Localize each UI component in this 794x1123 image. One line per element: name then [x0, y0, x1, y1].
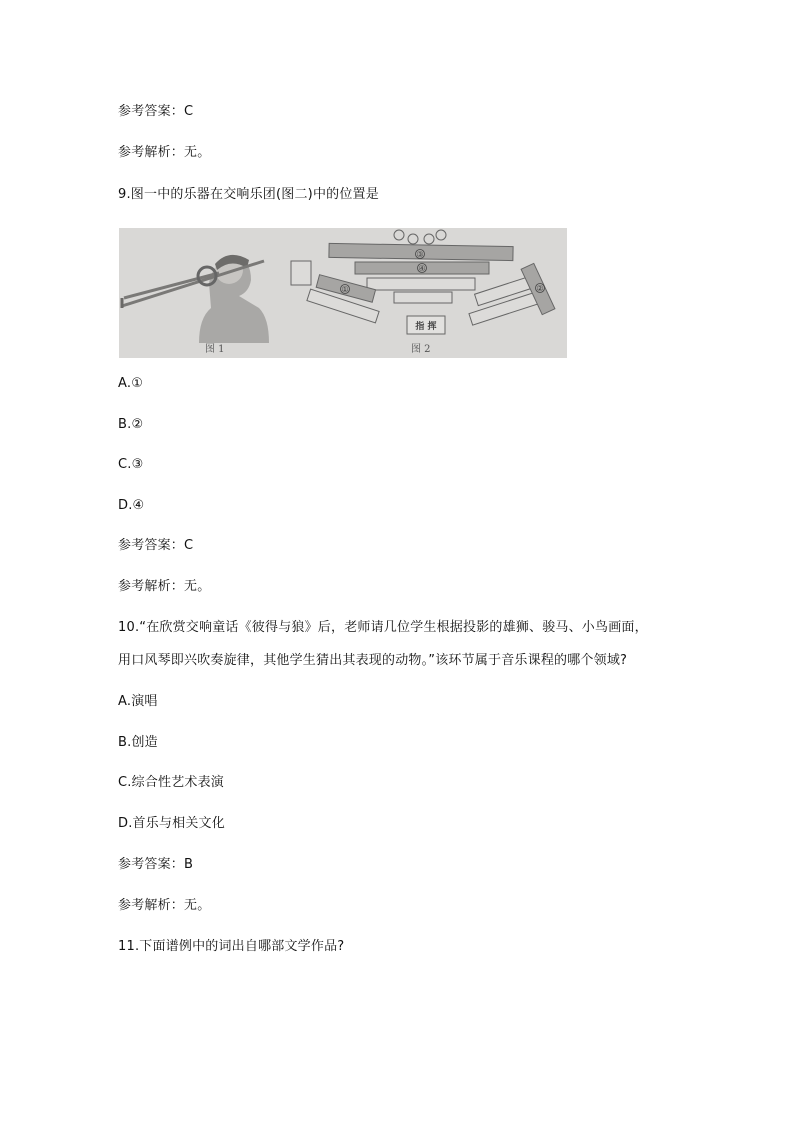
- q10-option-d: D.首乐与相关文化: [118, 816, 225, 831]
- q10-analysis: 参考解析：无。: [118, 898, 211, 913]
- q8-analysis: 参考解析：无。: [118, 145, 211, 160]
- marker-2: ②: [536, 284, 544, 293]
- q10-option-c: C.综合性艺术表演: [118, 775, 225, 790]
- q10-stem-line1: 10.“在欣赏交响童话《彼得与狼》后，老师请几位学生根据投影的雄狮、骏马、小鸟画面，: [118, 620, 648, 635]
- marker-1: ①: [341, 285, 349, 294]
- fig2-caption: 图 2: [411, 344, 431, 355]
- orchestra-diagram: [119, 228, 567, 358]
- q9-analysis: 参考解析：无。: [118, 579, 211, 594]
- marker-3: ③: [416, 250, 424, 259]
- q9-option-d: D.④: [118, 498, 145, 513]
- q9-answer: 参考答案：C: [118, 538, 194, 553]
- conductor-label: 指 挥: [415, 322, 437, 332]
- q11-stem: 11.下面谱例中的词出自哪部文学作品?: [118, 939, 345, 954]
- q10-option-b: B.创造: [118, 735, 158, 750]
- fig1-caption: 图 1: [205, 344, 225, 355]
- q9-stem: 9.图一中的乐器在交响乐团(图二)中的位置是: [118, 187, 379, 202]
- q10-answer: 参考答案：B: [118, 857, 194, 872]
- trombone-player-illustration: [122, 255, 269, 343]
- q9-option-a: A.①: [118, 376, 144, 391]
- q9-figure: [119, 228, 567, 358]
- q9-option-b: B.②: [118, 417, 144, 432]
- q10-stem-line2: 用口风琴即兴吹奏旋律，其他学生猜出其表现的动物。”该环节属于音乐课程的哪个领域?: [118, 653, 628, 668]
- seating-chart: [291, 230, 555, 334]
- q10-option-a: A.演唱: [118, 694, 158, 709]
- q8-answer: 参考答案：C: [118, 104, 194, 119]
- marker-4: ④: [418, 264, 426, 273]
- q9-option-c: C.③: [118, 457, 144, 472]
